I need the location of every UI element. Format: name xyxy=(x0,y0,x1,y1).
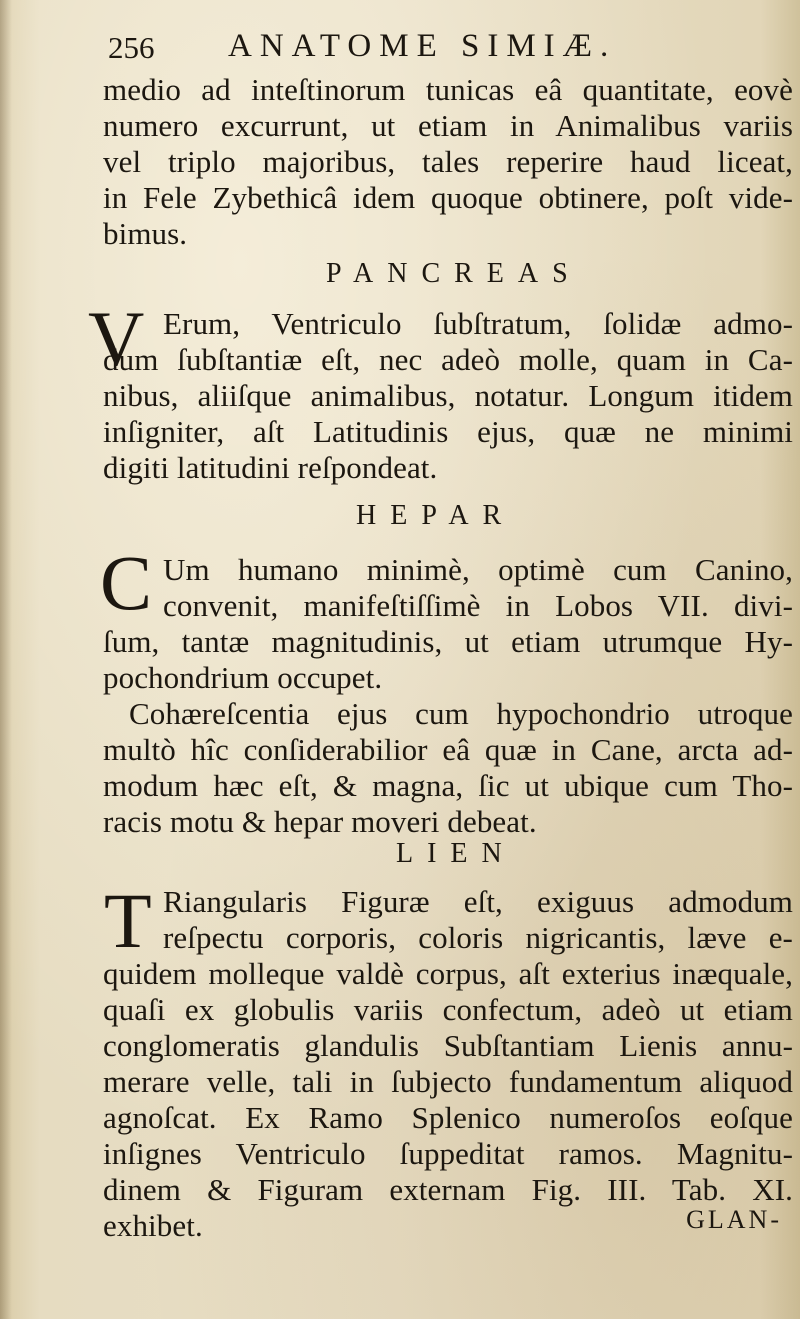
text-line: numero excurrunt, ut etiam in Animalibus variis xyxy=(103,108,793,143)
text-line: merare velle, tali in ſubjecto fundamentum aliquod xyxy=(103,1064,793,1099)
pancreas-paragraph xyxy=(103,306,793,486)
text-line: ſum, tantæ magnitudinis, ut etiam utrumque Hy- xyxy=(103,624,793,659)
text-line: Riangularis Figuræ eſt, exiguus admodum xyxy=(163,884,793,919)
text-line: inſignes Ventriculo ſuppeditat ramos. Magnitu- xyxy=(103,1136,793,1171)
text-line: modum hæc eſt, & magna, ſic ut ubique cum Tho- xyxy=(103,768,793,803)
intro-paragraph xyxy=(103,72,793,252)
section-heading-pancreas: PANCREAS xyxy=(326,258,582,289)
text-line: bimus. xyxy=(103,216,188,251)
text-line: quidem molleque valdè corpus, aſt exterius inæquale, xyxy=(103,956,793,991)
section-heading-hepar: HEPAR xyxy=(356,500,516,531)
section-heading-lien: LIEN xyxy=(396,838,516,869)
text-line: dinem & Figuram externam Fig. III. Tab. XI. xyxy=(103,1172,793,1207)
text-line: multò hîc conſiderabilior eâ quæ in Cane, arcta ad- xyxy=(103,732,793,767)
catchword: GLAN- xyxy=(686,1205,782,1234)
text-line: Erum, Ventriculo ſubſtratum, ſolidæ admo- xyxy=(163,306,793,341)
text-line: agnoſcat. Ex Ramo Splenico numeroſos eoſque xyxy=(103,1100,793,1135)
text-line: vel triplo majoribus, tales reperire haud liceat, xyxy=(103,144,793,179)
text-line: digiti latitudini reſpondeat. xyxy=(103,450,438,485)
text-line: dum ſubſtantiæ eſt, nec adeò molle, quam in Ca- xyxy=(103,342,793,377)
dropcap-t: T xyxy=(104,877,152,964)
text-line: convenit, manifeſtiſſimè in Lobos VII. divi- xyxy=(163,588,793,623)
text-line: exhibet. xyxy=(103,1208,203,1243)
text-line: nibus, aliiſque animalibus, notatur. Longum itidem xyxy=(103,378,793,413)
text-line: racis motu & hepar moveri debeat. xyxy=(103,804,537,839)
page-number: 256 xyxy=(108,30,155,65)
text-line: conglomeratis glandulis Subſtantiam Lienis annu- xyxy=(103,1028,793,1063)
lien-paragraph xyxy=(103,877,793,1244)
text-line: pochondrium occupet. xyxy=(103,660,383,695)
dropcap-c: C xyxy=(100,539,153,626)
text-line: in Fele Zybethicâ idem quoque obtinere, poſt vide- xyxy=(103,180,793,215)
running-title: ANATOME SIMIÆ. xyxy=(228,28,617,64)
text-line: Um humano minimè, optimè cum Canino, xyxy=(163,552,793,587)
dropcap-v: V xyxy=(88,295,145,382)
text-line: Cohæreſcentia ejus cum hypochondrio utroque xyxy=(129,696,793,731)
text-line: reſpectu corporis, coloris nigricantis, læve e- xyxy=(163,920,793,955)
text-line: quaſi ex globulis variis confectum, adeò ut etiam xyxy=(103,992,793,1027)
text-line: inſigniter, aſt Latitudinis ejus, quæ ne minimi xyxy=(103,414,793,449)
page-header xyxy=(108,26,708,76)
hepar-paragraph xyxy=(103,552,793,840)
text-line: medio ad inteſtinorum tunicas eâ quantitate, eovè xyxy=(103,72,793,107)
binding-shadow xyxy=(0,0,12,1319)
